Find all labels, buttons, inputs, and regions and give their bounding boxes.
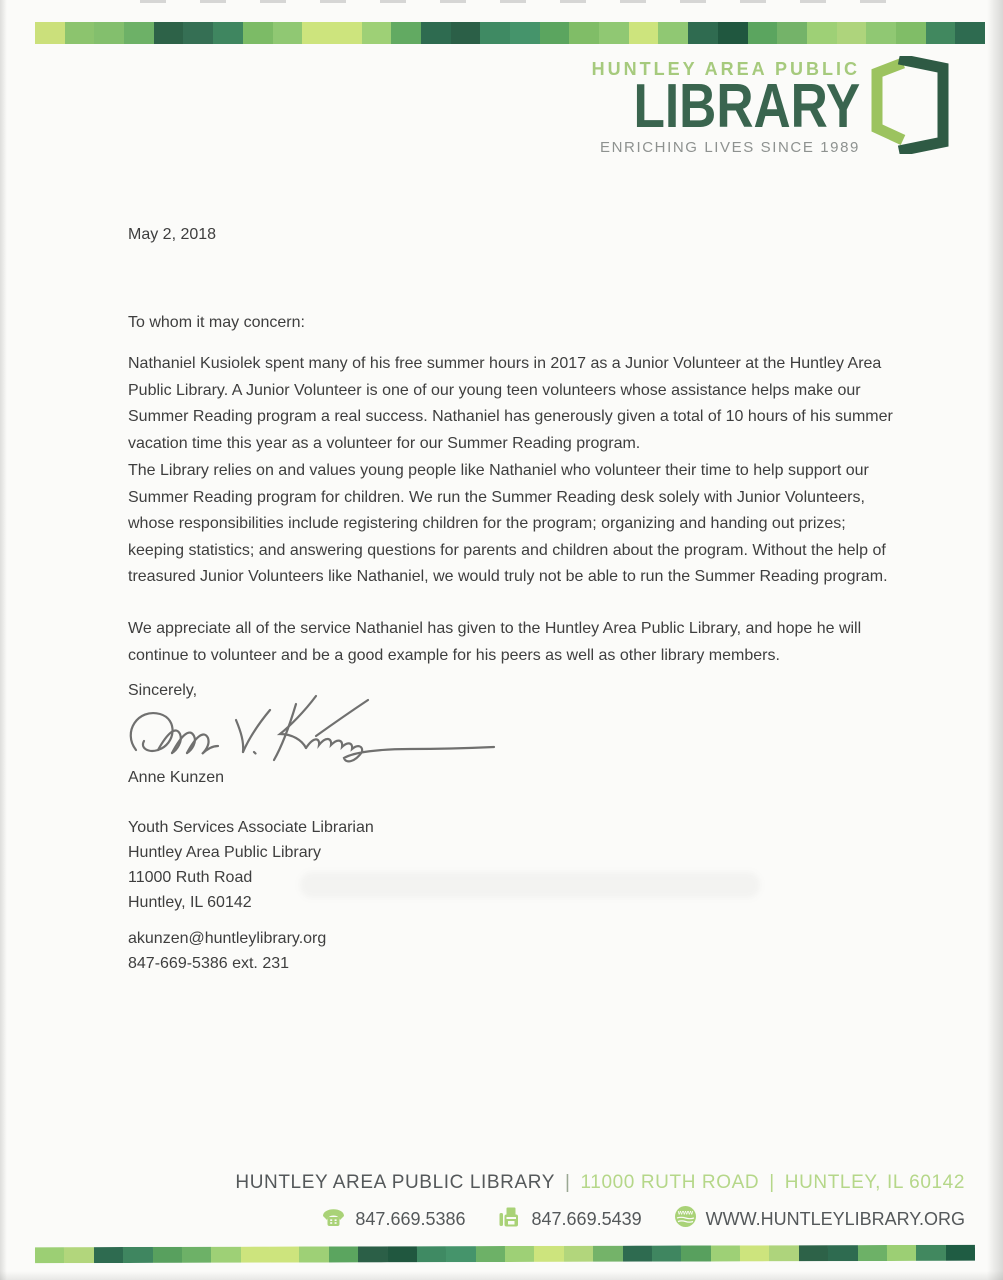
stripe-square <box>241 1247 270 1263</box>
letter-paragraph-2: The Library relies on and values young people like Nathaniel who volunteer their time to help support our Summer Reading program for children. We run the Summer Reading desk solely with Junior Volunteers, whose responsibilities include registering children for the program; organizing and handing out prizes; keeping statistics; and answering questions for parents and children about the program. Without the help of treasured Junior Volunteers like Nathaniel, we would truly not be able to run the Summer Reading program. <box>128 462 888 585</box>
stripe-square <box>807 22 837 44</box>
letter-date: May 2, 2018 <box>128 226 217 243</box>
stripe-square <box>769 1245 798 1261</box>
bottom-border-stripe <box>35 1245 975 1263</box>
stripe-square <box>362 22 392 44</box>
stripe-square <box>183 22 213 44</box>
stripe-square <box>534 1246 563 1262</box>
logo-tagline: ENRICHING LIVES SINCE 1989 <box>599 138 860 156</box>
stripe-square <box>896 22 926 44</box>
stripe-square <box>273 22 303 44</box>
stripe-square <box>599 22 629 44</box>
stripe-square <box>688 22 718 44</box>
scan-noise-artifact <box>140 0 900 3</box>
stripe-square <box>391 22 421 44</box>
stripe-square <box>123 1247 152 1263</box>
phone-icon <box>321 1206 346 1232</box>
logo-top-line: HUNTLEY AREA PUBLIC <box>591 58 860 79</box>
stripe-square <box>955 22 985 44</box>
stripe-square <box>916 1245 945 1261</box>
footer-separator-2: | <box>769 1172 775 1193</box>
signer-street: 11000 Ruth Road <box>128 869 253 886</box>
stripe-square <box>540 22 570 44</box>
library-logo <box>587 56 951 159</box>
stripe-square <box>622 1246 651 1262</box>
stripe-square <box>329 1246 358 1262</box>
signer-info-block <box>128 815 374 915</box>
stripe-square <box>124 22 154 44</box>
stripe-square <box>946 1245 975 1261</box>
logo-library-wordmark: LIBRARY <box>633 71 860 141</box>
stripe-square <box>421 22 451 44</box>
stripe-square <box>299 1246 328 1262</box>
scan-smudge-artifact <box>300 872 760 898</box>
stripe-square <box>711 1245 740 1261</box>
stripe-square <box>799 1245 828 1261</box>
stripe-square <box>837 22 867 44</box>
library-logo-text <box>587 59 860 157</box>
stripe-square <box>564 1246 593 1262</box>
stripe-square <box>569 22 599 44</box>
letter-paragraph-3: We appreciate all of the service Nathaniel has given to the Huntley Area Public Library, and hope he will continue to volunteer and be a good example for his peers as well as other library members. <box>128 620 862 664</box>
stripe-square <box>652 1246 681 1262</box>
stripe-square <box>446 1246 475 1262</box>
letterhead-footer <box>235 1172 965 1233</box>
stripe-square <box>302 22 332 44</box>
stripe-square <box>748 22 778 44</box>
stripe-square <box>154 22 184 44</box>
stripe-square <box>417 1246 446 1262</box>
signer-email: akunzen@huntleylibrary.org <box>128 930 327 947</box>
stripe-square <box>64 1247 93 1263</box>
stripe-square <box>866 22 896 44</box>
footer-separator-1: | <box>565 1172 571 1193</box>
footer-library-name: HUNTLEY AREA PUBLIC LIBRARY <box>235 1172 555 1193</box>
open-book-icon <box>869 56 951 159</box>
stripe-square <box>629 22 659 44</box>
letter-paragraph-1: Nathaniel Kusiolek spent many of his free summer hours in 2017 as a Junior Volunteer at the Huntley Area Public Library. A Junior Volunteer is one of our young teen volunteers whose assistance helps make our Summer Reading program a real success. Nathaniel has generously given a total of 10 hours of his summer vacation time this year as a volunteer for our Summer Reading program. <box>128 355 893 452</box>
footer-phone: 847.669.5386 <box>355 1208 466 1229</box>
stripe-square <box>270 1247 299 1263</box>
scan-edge-left <box>0 0 7 1280</box>
stripe-square <box>94 1247 123 1263</box>
stripe-square <box>476 1246 505 1262</box>
stripe-square <box>94 22 124 44</box>
stripe-square <box>182 1247 211 1263</box>
letter-closing: Sincerely, <box>128 682 198 699</box>
footer-city: HUNTLEY, IL 60142 <box>784 1172 965 1193</box>
footer-website: WWW.HUNTLEYLIBRARY.ORG <box>705 1208 965 1229</box>
stripe-square <box>387 1246 416 1262</box>
stripe-square <box>243 22 273 44</box>
stripe-square <box>926 22 956 44</box>
stripe-square <box>828 1245 857 1261</box>
stripe-square <box>857 1245 886 1261</box>
top-border-stripe <box>35 22 985 44</box>
stripe-square <box>35 1247 64 1263</box>
stripe-square <box>65 22 95 44</box>
stripe-square <box>35 22 65 44</box>
fax-icon <box>498 1206 523 1233</box>
signer-phone: 847-669-5386 ext. 231 <box>128 955 290 972</box>
stripe-square <box>358 1246 387 1262</box>
stripe-square <box>213 22 243 44</box>
stripe-square <box>718 22 748 44</box>
signer-contact-block <box>128 926 326 976</box>
stripe-square <box>480 22 510 44</box>
signer-organization: Huntley Area Public Library <box>128 844 321 861</box>
scan-edge-bottom <box>0 1271 1003 1280</box>
footer-street: 11000 RUTH ROAD <box>580 1172 760 1193</box>
stripe-square <box>681 1245 710 1261</box>
stripe-square <box>740 1245 769 1261</box>
stripe-square <box>593 1246 622 1262</box>
stripe-square <box>451 22 481 44</box>
www-globe-icon <box>674 1205 697 1233</box>
stripe-square <box>510 22 540 44</box>
footer-contact-line <box>235 1205 965 1233</box>
svg-text:www: www <box>677 1209 693 1217</box>
stripe-square <box>887 1245 916 1261</box>
stripe-square <box>332 22 362 44</box>
stripe-square <box>777 22 807 44</box>
stripe-square <box>211 1247 240 1263</box>
footer-fax: 847.669.5439 <box>531 1208 642 1229</box>
signer-name: Anne Kunzen <box>128 769 225 786</box>
stripe-square <box>658 22 688 44</box>
letter-salutation: To whom it may concern: <box>128 314 305 331</box>
signer-title: Youth Services Associate Librarian <box>128 819 374 836</box>
scan-edge-right <box>987 0 1003 1280</box>
footer-address-line <box>235 1172 965 1194</box>
stripe-square <box>152 1247 181 1263</box>
stripe-square <box>505 1246 534 1262</box>
signer-city: Huntley, IL 60142 <box>128 894 252 911</box>
